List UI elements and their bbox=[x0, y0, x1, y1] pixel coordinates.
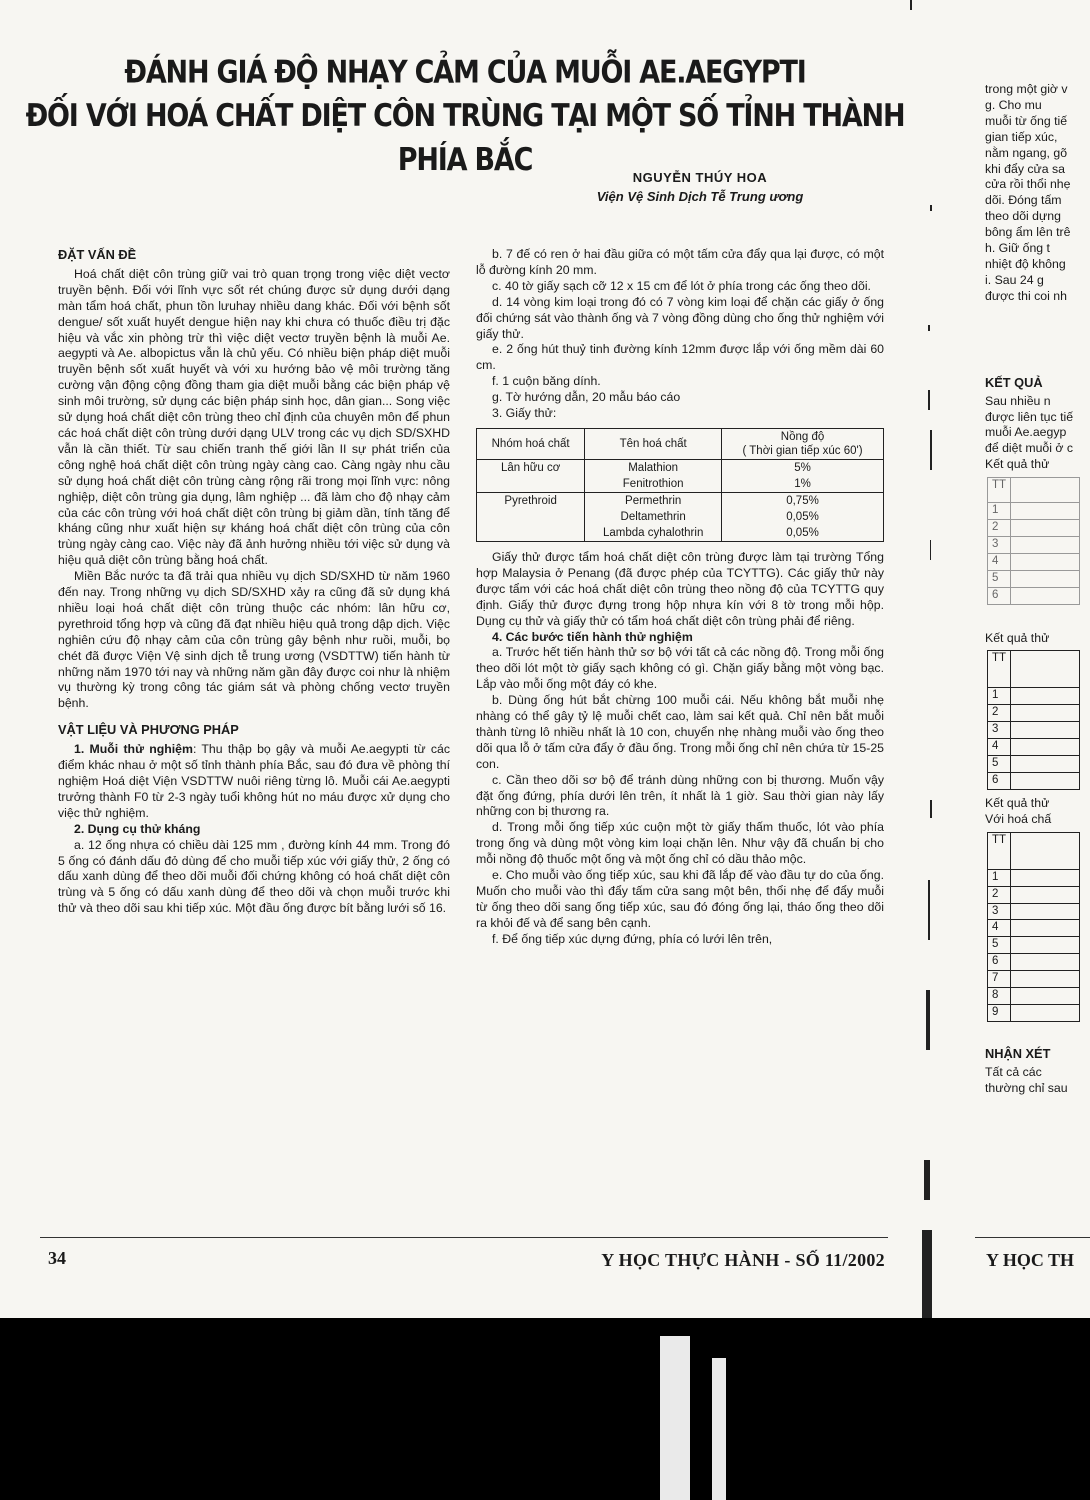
cell-name: Fenitrothion bbox=[585, 476, 722, 493]
cell-name: Deltamethrin bbox=[585, 509, 722, 525]
right-line: Kết quả thử bbox=[985, 457, 1050, 472]
test-paper-note: Giấy thử được tẩm hoá chất diệt côn trùng được làm tại trường Tổng hợp Malaysia ở Penang (đã được phép của TCYTTG). Các giấy thử này được tẩm với các hoá chất diệt côn trùng theo nồng độ của TCYTTG quy định. Giấy thử được đựng trong hộp nhựa kín với 8 tờ trong mỗi hộp. Dụng cụ thử và giấy thử có tẩm hoá chất diệt côn trùng phải để riêng. bbox=[476, 549, 884, 628]
header-concentration-label: Nồng độ bbox=[780, 430, 825, 443]
table-row bbox=[477, 509, 884, 525]
journal-name: Y HỌC THỰC HÀNH - SỐ 11/2002 bbox=[601, 1250, 885, 1270]
article-title bbox=[0, 51, 930, 182]
procedure-step-d: d. Trong mỗi ống tiếp xúc cuộn một tờ giấy thấm thuốc, lót vào phía trong ống và dùng một vòng kim loại chặn lên. Như vậy đã chuẩn bị cho mỗi nồng độ thuốc một ống và một ống chỉ có dầu thảo mộc. bbox=[476, 820, 884, 867]
right-line: muỗi từ ống tiế bbox=[985, 113, 1068, 128]
procedure-step-e: e. Cho muỗi vào ống tiếp xúc, sau khi đã lắp đế vào đầu tự do của ống. Muốn cho muỗi vào thì đẩy tấm cửa sang một bên, thổi nhẹ để đẩy muỗi từ ống theo dõi sang ống tiếp xúc, sau đó đóng ống lại, tháo ống theo dõi ra khỏi đế và để sang bên cạnh. bbox=[476, 868, 884, 930]
table-header: TT bbox=[988, 832, 1011, 869]
cell-group: Lân hữu cơ bbox=[477, 459, 585, 476]
table-header-group: Nhóm hoá chất bbox=[477, 428, 585, 459]
results-table-3 bbox=[987, 832, 1080, 1022]
table-row bbox=[477, 459, 884, 476]
right-line: g. Cho mu bbox=[985, 97, 1042, 112]
results-caption-3: Kết quả thử bbox=[985, 795, 1050, 810]
footer-rule-right bbox=[975, 1237, 1090, 1238]
table-row: 4 bbox=[988, 739, 1080, 756]
table-header-concentration bbox=[722, 428, 884, 459]
table-row: 4 bbox=[988, 553, 1080, 570]
right-line: nhiệt độ không bbox=[985, 256, 1066, 271]
table-row: 3 bbox=[988, 722, 1080, 739]
equipment-item-f: f. 1 cuộn băng dính. bbox=[492, 374, 601, 389]
table-row bbox=[477, 525, 884, 542]
methods-equipment-heading: 2. Dụng cụ thử kháng bbox=[74, 821, 201, 836]
cell-concentration: 0,05% bbox=[722, 509, 884, 525]
equipment-item-g: g. Tờ hướng dẫn, 20 mẫu báo cáo bbox=[492, 390, 681, 405]
table-row: 8 bbox=[988, 988, 1080, 1005]
author-affiliation: Viện Vệ Sinh Dịch Tễ Trung ương bbox=[596, 189, 804, 204]
header-exposure-label: ( Thời gian tiếp xúc 60') bbox=[742, 444, 863, 457]
table-row: 5 bbox=[988, 570, 1080, 587]
methods-mosquito-paragraph bbox=[58, 742, 450, 822]
results-heading: KẾT QUẢ bbox=[985, 374, 1043, 390]
table-row: 6 bbox=[988, 773, 1080, 790]
right-line: dõi. Đóng tấm bbox=[985, 193, 1062, 208]
right-line: được thi coi nh bbox=[985, 288, 1067, 303]
procedure-step-b: b. Dùng ống hút bắt chừng 100 muỗi cái. Nếu không bắt muỗi nhẹ nhàng có thể gây tỷ lệ muỗi chết cao, làm sai kết quả. Chỉ nên bắt muỗi thành từng lô nhiều nhất là 10 con, chuyển nhẹ nhàng muỗi vào ống theo dõi qua lỗ ở tấm cửa đẩy ở đầu ống. Trong mỗi ống chỉ nên chứa từ 15-25 con. bbox=[476, 693, 884, 771]
right-line: Sau nhiều n bbox=[985, 393, 1051, 408]
equipment-item-a: a. 12 ống nhựa có chiều dài 125 mm , đường kính 44 mm. Trong đó 5 ống có đánh dấu đỏ dùng để cho muỗi tiếp xúc với giấy thử, 2 ống có dấu xanh dùng để theo dõi muỗi đối chứng không có hoá chất diệt côn trùng và 5 ống có dấu xanh dùng để theo dõi và chọn muỗi trước khi thử và theo dõi sau khi tiếp xúc. Một đầu ống được bít bằng lưới số 16. bbox=[58, 837, 450, 916]
right-line: nằm ngang, gõ bbox=[985, 145, 1068, 160]
cell-concentration: 0,75% bbox=[722, 492, 884, 509]
scan-dark-border bbox=[0, 1318, 1090, 1500]
right-line: được liên tục tiế bbox=[985, 409, 1074, 424]
right-line: h. Giữ ống t bbox=[985, 241, 1050, 256]
table-row: 5 bbox=[988, 756, 1080, 773]
table-row: 2 bbox=[988, 886, 1080, 903]
cell-group bbox=[477, 525, 585, 542]
right-line: gian tiếp xúc, bbox=[985, 129, 1058, 144]
table-row: 3 bbox=[988, 536, 1080, 553]
table-header: TT bbox=[988, 651, 1011, 688]
table-header: TT bbox=[988, 478, 1011, 503]
procedure-step-a: a. Trước hết tiến hành thử sơ bộ với tất cả các nồng độ. Trong mỗi ống theo dõi lót một tờ giấy sạch không có gì. Chặn giấy bằng một vòng bạc. Lắp vào mỗi ống một đáy có khe. bbox=[476, 645, 884, 692]
title-line-2: ĐỐI VỚI HOÁ CHẤT DIỆT CÔN TRÙNG TẠI MỘT SỐ TỈNH THÀNH PHÍA BẮC bbox=[25, 98, 905, 178]
table-row: 3 bbox=[988, 903, 1080, 920]
table-row bbox=[477, 492, 884, 509]
footer-rule bbox=[40, 1237, 888, 1238]
equipment-item-e: e. 2 ống hút thuỷ tinh đường kính 12mm được lắp với ống mềm dài 60 cm. bbox=[476, 342, 884, 373]
right-line: muỗi Ae.aegyp bbox=[985, 425, 1067, 440]
results-caption-2: Kết quả thử bbox=[985, 630, 1050, 645]
cell-group bbox=[477, 509, 585, 525]
methods-mosquito-text: : Thu thập bọ gậy và muỗi Ae.aegypti từ các điểm khác nhau ở một số tỉnh thành phía Bắc, sau đó đưa về phòng thí nghiệm Hoá diệt Viện VSDTTW nuôi riêng từng lô. Muỗi cái Ae.aegypti trưởng thành F0 từ 2-3 ngày tuổi không hút no máu được xử dụng cho việc thử nghiệm. bbox=[58, 742, 450, 820]
cell-group bbox=[477, 476, 585, 493]
table-row: 9 bbox=[988, 1004, 1080, 1021]
right-column-cropped bbox=[985, 82, 1090, 1097]
table-row: 6 bbox=[988, 954, 1080, 971]
equipment-item-c: c. 40 tờ giấy sạch cỡ 12 x 15 cm để lót ở phía trong các ống theo dõi. bbox=[492, 278, 871, 293]
results-table-1 bbox=[987, 477, 1080, 604]
intro-paragraph-2: Miền Bắc nước ta đã trải qua nhiều vụ dịch SD/SXHD từ năm 1960 đến nay. Trong những vụ dịch SD/SXHD xảy ra cũng đã sử dụng khá nhiều loại hoá chất diệt côn trùng thuộc các nhóm: lân hữu cơ, pyrethroid tổng hợp và cũng đã đạt nhiều hiệu quả trong dập dịch. Việc nghiên cứu độ nhạy cảm của côn trùng gây bệnh như ruồi, muỗi, bọ chét đã được Viện Vệ sinh dịch tễ trung ương (VSDTTW) tiến hành từ những năm 1970 tới nay và những năm gần đây được coi như là nhiệm vụ thường kỳ trong công tác giám sát và phòng chống vectơ truyền bệnh. bbox=[58, 569, 450, 711]
right-line: cửa rồi thổi nhẹ bbox=[985, 177, 1071, 192]
right-line: Tất cả các bbox=[985, 1064, 1042, 1079]
table-row: 1 bbox=[988, 869, 1080, 886]
page-number: 34 bbox=[48, 1248, 66, 1268]
section-heading-intro: ĐẶT VẤN ĐỀ bbox=[58, 247, 137, 262]
cell-name: Lambda cyhalothrin bbox=[585, 525, 722, 542]
cell-name: Malathion bbox=[585, 459, 722, 476]
table-row: 2 bbox=[988, 705, 1080, 722]
cell-group: Pyrethroid bbox=[477, 492, 585, 509]
table-row: 2 bbox=[988, 520, 1080, 537]
table-header-row bbox=[477, 428, 884, 459]
section-heading-methods: VẬT LIỆU VÀ PHƯƠNG PHÁP bbox=[58, 722, 239, 738]
gutter-scan-marks bbox=[900, 0, 980, 1320]
equipment-item-b: b. 7 đế có ren ở hai đầu giữa có một tấm cửa đẩy qua lại được, có một lỗ đường kính 20 mm. bbox=[476, 247, 884, 277]
table-row: 5 bbox=[988, 937, 1080, 954]
author-name: NGUYỄN THÚY HOA bbox=[632, 170, 768, 185]
methods-mosquito-label: 1. Muỗi thử nghiệm bbox=[74, 742, 193, 757]
right-line: theo dõi dựng bbox=[985, 209, 1061, 224]
insecticide-table bbox=[476, 428, 884, 542]
procedure-step-f: f. Để ống tiếp xúc dựng đứng, phía có lưới lên trên, bbox=[492, 931, 773, 946]
results-caption-3b: Với hoá chấ bbox=[985, 811, 1052, 826]
procedure-step-c: c. Cần theo dõi sơ bộ để tránh dùng những con bị thương. Muốn vậy đặt ống đứng, phía dưới lên trên, ít nhất là 1 giờ. Sau thời gian này lấy những con bị thương ra. bbox=[476, 772, 884, 819]
right-line: để diệt muỗi ở c bbox=[985, 441, 1074, 456]
table-header-name: Tên hoá chất bbox=[585, 428, 722, 459]
table-row: 7 bbox=[988, 971, 1080, 988]
cell-name: Permethrin bbox=[585, 492, 722, 509]
right-line: trong một giờ v bbox=[985, 82, 1068, 96]
right-line: bông ẩm lên trê bbox=[985, 225, 1071, 240]
right-top-lines bbox=[985, 82, 1090, 305]
intro-paragraph-1: Hoá chất diệt côn trùng giữ vai trò quan trọng trong việc diệt vectơ truyền bệnh. Đối với lĩnh vực sốt rét chúng được sử dụng dưới dạng màn tẩm hoá chất, phun tồn lưuhay nhiều dang khác. Đối với bệnh sốt dengue/ sốt xuất huyết dengue hiện nay khi chưa có thuốc điều trị đặc hiệu và vắc xin phòng trừ thì việc diệt vectơ truyền bệnh là muỗi Ae. aegypti và Ae. albopictus vẫn là chủ yếu. Có nhiều biện pháp diệt muỗi truyền bệnh sốt xuất huyết và với xu hướng bảo vệ môi trường tăng cường vận động cộng đồng tham gia diệt muỗi bằng các biện pháp vệ sinh môi trường, sử dụng các biện pháp sinh học, dân gian... Song việc sử dụng hoá chất diệt côn trùng theo chỉ định của chuyên môn để phun các hoá chất diệt côn trùng dưới dạng ULV trong các vụ dịch SD/SXHD vẫn là cần thiết. Từ sau chiến tranh thế giới lần II sự phát triển của công nghệ hoá chất diệt côn trùng ngày càng cao. Càng ngày nhu cầu sử dụng hoá chất diệt côn trùng càng rộng rãi trong mọi lĩnh vực: nông nghiệp, diệt côn trùng gia dụng, lâm nghiệp ... đã làm cho độ nhạy cảm của các côn trùng với hoá chất diệt côn trùng bị giảm dần, tính tăng để kháng cũng như xuất hiện sự kháng hoá chất diệt côn trùng của côn trùng ngày càng cao. Việc này đã ảnh hưởng nhiều tới việc sử dụng và hiệu quả diệt côn trùng bằng hoá chất. bbox=[58, 266, 450, 568]
results-table-2 bbox=[987, 650, 1080, 789]
right-line: khi đẩy cửa sa bbox=[985, 161, 1066, 176]
equipment-item-d: d. 14 vòng kim loại trong đó có 7 vòng kim loại để chặn các giấy ở ống đối chứng sát vào thành ống và 7 vòng đồng dùng cho ống thử nghiệm với giấy thử. bbox=[476, 294, 884, 341]
title-line-1: ĐÁNH GIÁ ĐỘ NHẠY CẢM CỦA MUỖI AE.AEGYPTI bbox=[124, 54, 806, 91]
right-line: i. Sau 24 g bbox=[985, 272, 1044, 287]
table-row bbox=[477, 476, 884, 493]
table-row: 1 bbox=[988, 688, 1080, 705]
cell-concentration: 0,05% bbox=[722, 525, 884, 542]
journal-name-right: Y HỌC TH bbox=[986, 1250, 1075, 1270]
author-block bbox=[520, 170, 880, 204]
test-paper-heading: 3. Giấy thử: bbox=[492, 406, 557, 421]
table-row: 6 bbox=[988, 587, 1080, 604]
cell-concentration: 5% bbox=[722, 459, 884, 476]
remarks-heading: NHẬN XÉT bbox=[985, 1045, 1051, 1061]
cell-concentration: 1% bbox=[722, 476, 884, 493]
left-column bbox=[58, 247, 450, 917]
procedure-heading: 4. Các bước tiến hành thử nghiệm bbox=[492, 629, 693, 644]
right-line: thường chỉ sau bbox=[985, 1080, 1068, 1095]
table-row: 1 bbox=[988, 503, 1080, 520]
table-row: 4 bbox=[988, 920, 1080, 937]
middle-column bbox=[476, 247, 884, 948]
